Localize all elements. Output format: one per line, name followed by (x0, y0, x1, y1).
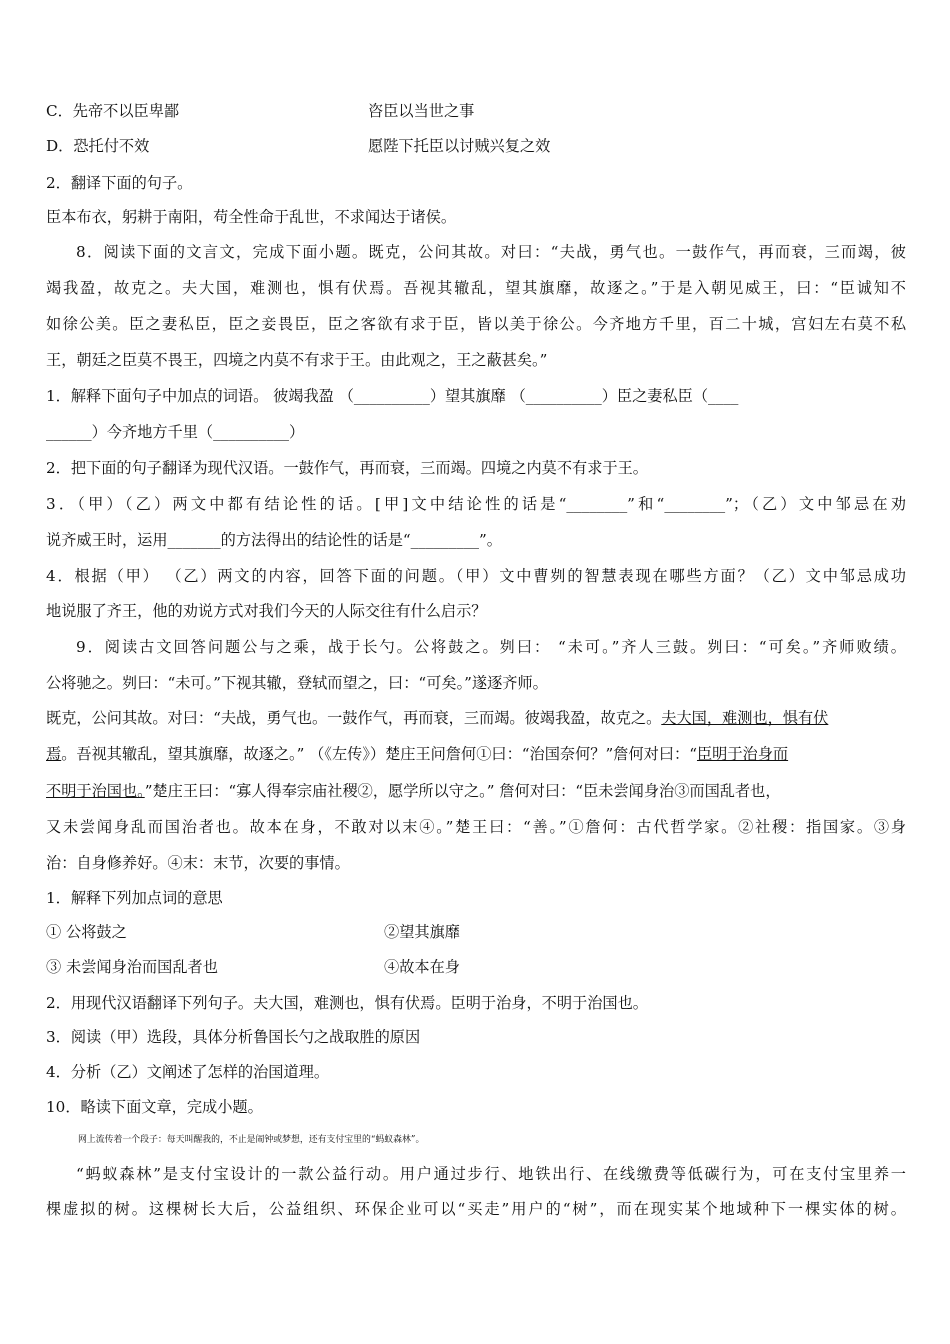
q9-passage-line-1: 9．阅读古文回答问题公与之乘，战于长勺。公将鼓之。刿曰： “未可。”齐人三鼓。刿曰：“可矣。”齐师败绩。 (76, 638, 906, 656)
q9-line4-underlined-start: 焉 (46, 745, 62, 763)
q9-sub4: 4．分析（乙）文阐述了怎样的治国道理。 (46, 1063, 330, 1081)
q9-passage-line-7: 治：自身修养好。④末：末节，次要的事情。 (46, 854, 350, 872)
q10-paragraph-2-line-1: “蚂蚁森林”是支付宝设计的一款公益行动。用户通过步行、地铁出行、在线缴费等低碳行为，可在支付宝里养一 (76, 1165, 906, 1183)
q8-passage-line-3: 如徐公美。臣之妻私臣，臣之妾畏臣，臣之客欲有求于臣，皆以美于徐公。今齐地方千里，百二十城，宫妇左右莫不私 (46, 315, 906, 333)
q10-paragraph-2-line-2: 棵虚拟的树。这棵树长大后，公益组织、环保企业可以“买走”用户的“树”，而在现实某个地域种下一棵实体的树。 (46, 1200, 906, 1218)
q7-option-d-right: 愿陛下托臣以讨贼兴复之效 (368, 137, 551, 155)
q9-line4-text: 。吾视其辙乱，望其旗靡，故逐之。” （《左传》）楚庄王问詹何①曰：“治国奈何？”詹何对曰：“ (61, 745, 697, 763)
q9-passage-line-2: 公将驰之。刿曰：“未可。”下视其辙，登轼而望之，曰：“可矣。”遂逐齐师。 (46, 674, 548, 692)
q9-sub3: 3．阅读（甲）选段，具体分析鲁国长勺之战取胜的原因 (46, 1028, 421, 1046)
q7-option-d-left: D．恐托付不效 (46, 137, 150, 155)
q8-passage-line-4: 王，朝廷之臣莫不畏王，四境之内莫不有求于王。由此观之，王之蔽甚矣。” (46, 351, 548, 369)
q8-sub3-line-2: 说齐威王时，运用_______的方法得出的结论性的话是“_________”。 (46, 531, 502, 549)
q9-line3-text: 既克，公问其故。对曰：“夫战，勇气也。一鼓作气，再而衰，三而竭。彼竭我盈，故克之。 (46, 709, 662, 727)
q9-option-4: ④故本在身 (384, 958, 460, 976)
q7-sub2-prompt: 2．翻译下面的句子。 (46, 174, 193, 192)
q9-passage-line-5 (46, 781, 906, 801)
q7-option-c-right: 咨臣以当世之事 (368, 102, 475, 120)
q9-passage-line-6: 又未尝闻身乱而国治者也。故本在身，不敢对以末④。”楚王曰：“善。”①詹何：古代哲学家。②社稷：指国家。③身 (46, 818, 906, 836)
q9-line5-underlined: 不明于治国也。 (46, 782, 145, 800)
q9-line5-text: ”楚庄王曰：“寡人得奉宗庙社稷②，愿学所以守之。” 詹何对曰：“臣未尝闻身治③而国乱者也， (144, 782, 781, 800)
q9-line4-underlined-end: 臣明于治身而 (696, 745, 789, 763)
q9-sub2: 2．用现代汉语翻译下列句子。夫大国，难测也，惧有伏焉。臣明于治身，不明于治国也。 (46, 994, 648, 1012)
q10-title: 10．略读下面文章，完成小题。 (46, 1098, 263, 1116)
q10-paragraph-1: 网上流传着一个段子：每天叫醒我的，不止是闹钟或梦想，还有支付宝里的“蚂蚁森林”。 (78, 1135, 425, 1145)
q9-option-2: ②望其旗靡 (384, 923, 460, 941)
q8-sub3-line-1: 3．（甲）（乙）两文中都有结论性的话。[甲]文中结论性的话是“________”和“________”；（乙）文中邹忌在劝 (46, 495, 906, 513)
q9-passage-line-3 (46, 708, 906, 728)
q8-sub2: 2．把下面的句子翻译为现代汉语。一鼓作气，再而衰，三而竭。四境之内莫不有求于王。 (46, 459, 648, 477)
q9-passage-line-4 (46, 744, 906, 764)
q9-option-3: ③ 未尝闻身治而国乱者也 (46, 958, 218, 976)
q8-sub4-line-2: 地说服了齐王，他的劝说方式对我们今天的人际交往有什么启示？ (46, 602, 487, 620)
q8-passage-line-2: 竭我盈，故克之。夫大国，难测也，惧有伏焉。吾视其辙乱，望其旗靡，故逐之。”于是入朝见威王，曰：“臣诚知不 (46, 279, 906, 297)
q8-passage-line-1: 8．阅读下面的文言文，完成下面小题。既克，公问其故。对曰：“夫战，勇气也。一鼓作气，再而衰，三而竭，彼 (76, 243, 906, 261)
q8-sub4-line-1: 4．根据（甲） （乙）两文的内容，回答下面的问题。（甲）文中曹刿的智慧表现在哪些方面？（乙）文中邹忌成功 (46, 567, 906, 585)
q7-option-c-left: C．先帝不以臣卑鄙 (46, 102, 180, 120)
q9-sub1: 1．解释下列加点词的意思 (46, 889, 223, 907)
q9-line3-underlined: 夫大国，难测也，惧有伏 (661, 709, 829, 727)
q7-sub2-sentence: 臣本布衣，躬耕于南阳，苟全性命于乱世，不求闻达于诸侯。 (46, 208, 457, 226)
q8-sub1-line-1: 1．解释下面句子中加点的词语。 彼竭我盈 （__________）望其旗靡 （__________）臣之妻私臣（____ (46, 387, 739, 405)
q8-sub1-line-2: ______）今齐地方千里（__________） (46, 423, 305, 441)
q9-option-1: ① 公将鼓之 (46, 923, 127, 941)
